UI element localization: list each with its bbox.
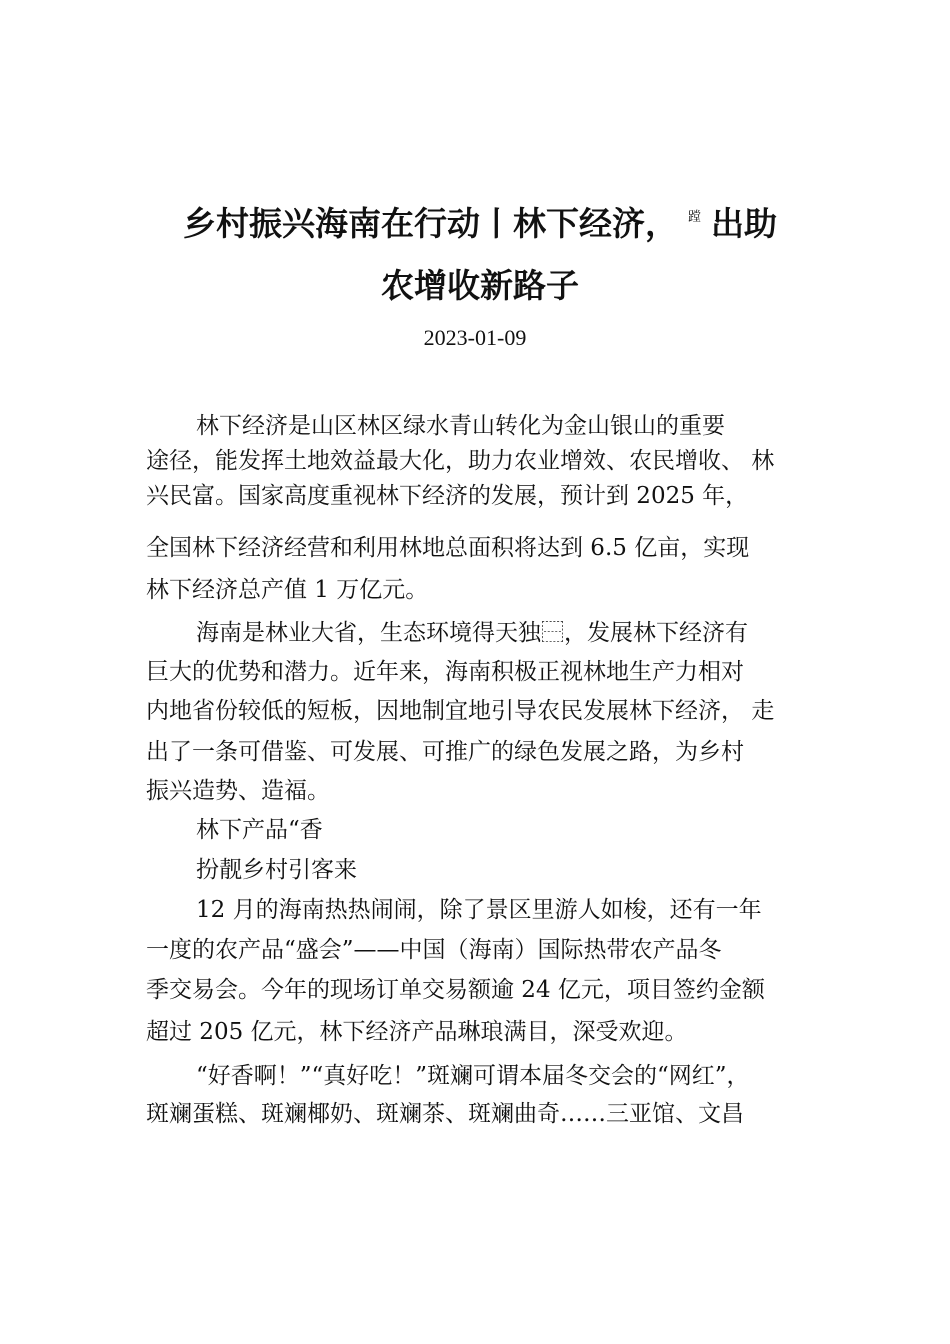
paragraph-2-line-5: 振兴造势、造福。 xyxy=(146,778,330,804)
paragraph-2-line-4: 出了一条可借鉴、可发展、可推广的绿色发展之路，为乡村 xyxy=(146,739,744,765)
paragraph-1-line-2: 途径，能发挥土地效益最大化，助力农业增效、农民增收、 林 xyxy=(146,448,775,474)
paragraph-2-line-1: 海南是林业大省，生态环境得天独⿱，发展林下经济有 xyxy=(196,620,748,646)
paragraph-1-line-1: 林下经济是山区林区绿水青山转化为金山银山的重要 xyxy=(196,413,725,439)
title-text-part-2: 出助 xyxy=(711,204,777,243)
title-text-part-1: 乡村振兴海南在行动丨林下经济， xyxy=(182,204,678,243)
paragraph-3-line-2: 一度的农产品“盛会”——中国（海南）国际热带农产品冬 xyxy=(146,937,722,963)
paragraph-3-line-3: 季交易会。今年的现场订单交易额逾 24 亿元，项目签约金额 xyxy=(146,977,765,1003)
paragraph-4-line-1: “好香啊！”“真好吃！”斑斓可谓本届冬交会的“网红”， xyxy=(196,1063,750,1089)
article-title-line-1 xyxy=(150,198,810,244)
subheading-line-2: 扮靓乡村引客来 xyxy=(196,857,357,883)
paragraph-3-line-1: 12 月的海南热热闹闹，除了景区里游人如梭，还有一年 xyxy=(196,897,762,923)
article-title-line-2: 农增收新路子 xyxy=(381,266,579,305)
paragraph-4-line-2: 斑斓蛋糕、斑斓椰奶、斑斓茶、斑斓曲奇……三亚馆、文昌 xyxy=(146,1101,744,1127)
paragraph-2-line-2: 巨大的优势和潜力。近年来，海南积极正视林地生产力相对 xyxy=(146,659,744,685)
paragraph-1-line-3: 兴民富。国家高度重视林下经济的发展，预计到 2025 年， xyxy=(146,483,749,509)
paragraph-1-line-5: 林下经济总产值 1 万亿元。 xyxy=(146,577,429,603)
paragraph-3-line-4: 超过 205 亿元，林下经济产品琳琅满目，深受欢迎。 xyxy=(146,1019,688,1045)
paragraph-1-line-4: 全国林下经济经营和利用林地总面积将达到 6.5 亿亩，实现 xyxy=(146,535,750,561)
paragraph-2-line-3: 内地省份较低的短板，因地制宜地引导农民发展林下经济， 走 xyxy=(146,698,775,724)
subheading-line-1: 林下产品“香 xyxy=(196,817,323,843)
publish-date: 2023-01-09 xyxy=(423,325,527,350)
title-rare-glyph: 蹚 xyxy=(687,210,701,225)
